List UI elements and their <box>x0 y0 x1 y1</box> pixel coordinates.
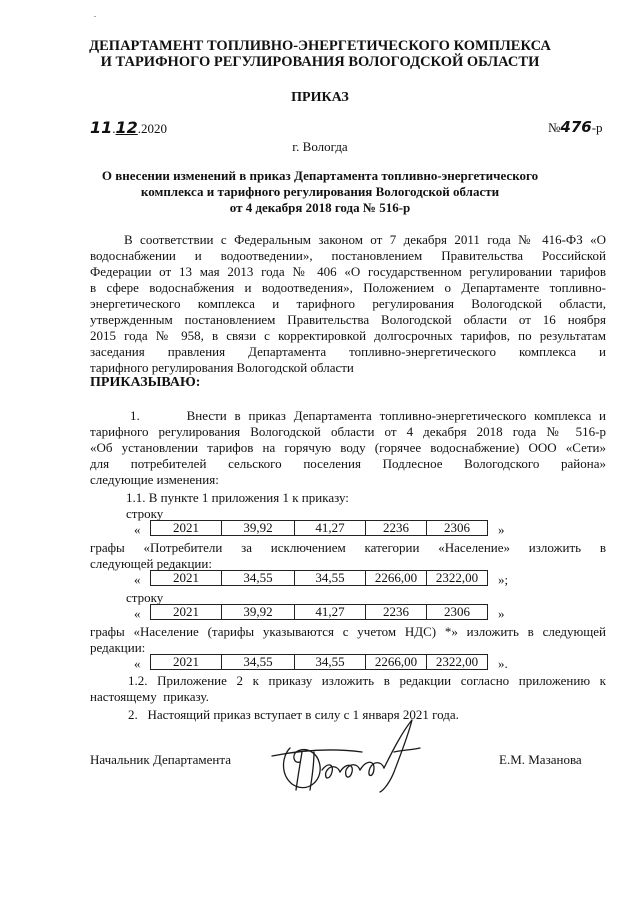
quote-close-semicolon: »; <box>498 572 509 587</box>
city: г. Вологда <box>292 139 348 154</box>
quote-close-period: ». <box>498 656 508 671</box>
preamble-line: заседания правления Департамента топливно-энергетического комплекса и <box>90 344 606 359</box>
order-word: ПРИКАЗЫВАЮ: <box>90 375 201 390</box>
signer-position: Начальник Департамента <box>90 752 231 767</box>
tariff-cell: 41,27 <box>295 605 366 620</box>
replace-text-2b: редакции: <box>90 640 146 655</box>
replace-text-1b: следующей редакции: <box>90 556 212 571</box>
item1-line: «Об установлении тарифов на горячую воду (горячее водоснабжение) ООО «Сети» <box>90 440 606 455</box>
tariff-cell: 2322,00 <box>427 655 488 670</box>
tariff-cell: 2306 <box>427 605 488 620</box>
preamble-line: тарифного регулирования Вологодской области <box>90 360 354 375</box>
tariff-cell: 41,27 <box>295 521 366 536</box>
doc-number: №476-р <box>548 118 603 136</box>
tariff-cell: 2322,00 <box>427 571 488 586</box>
tariff-cell: 39,92 <box>222 521 295 536</box>
date-month: 12 <box>115 118 138 137</box>
tariff-row-new-1 <box>150 570 488 586</box>
sub2-line-b: настоящему приказу. <box>90 689 209 704</box>
org-name-line1: ДЕПАРТАМЕНТ ТОПЛИВНО-ЭНЕРГЕТИЧЕСКОГО КОМПЛЕКСА <box>89 38 551 54</box>
quote-open: « <box>134 606 141 621</box>
quote-close: » <box>498 522 505 537</box>
quote-open: « <box>134 522 141 537</box>
corner-mark: . <box>94 10 96 19</box>
date-day: 11 <box>90 118 113 137</box>
replace-text-2a: графы «Население (тарифы указываются с учетом НДС) *» изложить в следующей <box>90 624 606 639</box>
tariff-cell: 34,55 <box>222 571 295 586</box>
org-name-line2: И ТАРИФНОГО РЕГУЛИРОВАНИЯ ВОЛОГОДСКОЙ ОБЛАСТИ <box>100 54 540 70</box>
preamble-line: энергетического комплекса и тарифного регулирования Вологодской области, <box>90 296 606 311</box>
sub2-line-a: 1.2. Приложение 2 к приказу изложить в редакции согласно приложению к <box>128 673 606 688</box>
tariff-cell: 34,55 <box>295 571 366 586</box>
tariff-cell: 34,55 <box>222 655 295 670</box>
replace-text-1a: графы «Потребители за исключением категории «Население» изложить в <box>90 540 606 555</box>
title-line2: комплекса и тарифного регулирования Вологодской области <box>140 184 500 199</box>
tariff-cell: 2021 <box>151 521 222 536</box>
preamble-line: Федерации от 13 мая 2013 года № 406 «О государственном регулировании тарифов <box>90 264 606 279</box>
item2: 2. Настоящий приказ вступает в силу с 1 января 2021 года. <box>128 707 459 722</box>
row-word-2: строку <box>126 590 164 605</box>
item1-line: 1. Внести в приказ Департамента топливно-энергетического комплекса и <box>130 408 606 423</box>
title-line1: О внесении изменений в приказ Департамента топливно-энергетического <box>101 168 539 183</box>
tariff-cell: 34,55 <box>295 655 366 670</box>
tariff-cell: 2021 <box>151 571 222 586</box>
tariff-cell: 39,92 <box>222 605 295 620</box>
tariff-cell: 2266,00 <box>366 655 427 670</box>
item1-line: тарифного регулирования Вологодской области от 4 декабря 2018 года № 516-р <box>90 424 606 439</box>
tariff-row-old-2 <box>150 604 488 620</box>
tariff-cell: 2266,00 <box>366 571 427 586</box>
row-word-1: строку <box>126 506 164 521</box>
quote-open: « <box>134 656 141 671</box>
preamble-line: водоснабжении и водоотведении», постановлением Правительства Российской <box>90 248 606 263</box>
quote-close: » <box>498 606 505 621</box>
tariff-row-new-2 <box>150 654 488 670</box>
handwritten-signature <box>262 712 442 800</box>
number-value: 476 <box>560 118 592 136</box>
title-line3: от 4 декабря 2018 года № 516-р <box>229 200 411 215</box>
tariff-cell: 2306 <box>427 521 488 536</box>
preamble-line: в сфере водоснабжения и водоотведения», Положением о Департаменте топливно- <box>90 280 606 295</box>
tariff-cell: 2021 <box>151 655 222 670</box>
sub1-intro: 1.1. В пункте 1 приложения 1 к приказу: <box>126 490 349 505</box>
doc-date: 11.12.2020 <box>90 118 168 137</box>
date-year: .2020 <box>137 121 168 136</box>
signer-name: Е.М. Мазанова <box>499 752 582 767</box>
tariff-row-old-1 <box>150 520 488 536</box>
tariff-cell: 2236 <box>366 605 427 620</box>
doc-type: ПРИКАЗ <box>291 90 349 105</box>
item1-line: следующие изменения: <box>90 472 219 487</box>
item1-line: для потребителей сельского поселения Подлесное Вологодского района» <box>90 456 606 471</box>
tariff-cell: 2236 <box>366 521 427 536</box>
tariff-cell: 2021 <box>151 605 222 620</box>
preamble-line: 2015 года № 958, в связи с корректировкой долгосрочных тарифов, по результатам <box>90 328 606 343</box>
quote-open: « <box>134 572 141 587</box>
preamble-line: В соответствии с Федеральным законом от 7 декабря 2011 года № 416-ФЗ «О <box>124 232 606 247</box>
preamble-line: утвержденным постановлением Правительства Вологодской области от 16 ноября <box>90 312 606 327</box>
